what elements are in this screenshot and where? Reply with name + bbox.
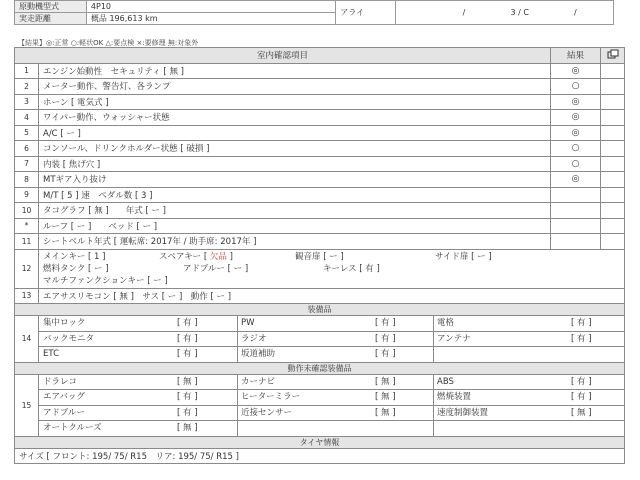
check-item-text: A/C [ ー ] xyxy=(39,125,551,141)
extra-cell xyxy=(601,187,625,203)
check-result xyxy=(551,218,601,234)
equipment-name: ラジオ xyxy=(241,333,267,344)
equipment-grid xyxy=(39,375,624,390)
alignment-value-cell xyxy=(396,1,614,25)
equipment-cells xyxy=(39,316,625,332)
column-divider xyxy=(237,390,238,405)
row-13-air-suspension xyxy=(15,288,625,304)
extra-cell xyxy=(601,125,625,141)
row-number: * xyxy=(15,218,39,234)
equipment-name: 集中ロック xyxy=(43,318,86,328)
extra-cell xyxy=(601,172,625,188)
equipment-status: [ 有 ] xyxy=(375,318,396,328)
equipment-status: [ 有 ] xyxy=(571,318,592,328)
check-result xyxy=(551,203,601,219)
interior-check-title: 室内確認項目 xyxy=(15,48,551,64)
column-divider xyxy=(237,347,238,362)
row-number: 1 xyxy=(15,63,39,79)
equipment-cells xyxy=(39,421,625,437)
check-item-text: ホーン [ 電気式 ] xyxy=(39,94,551,110)
check-item-text: シートベルト年式 [ 運転席: 2017年 / 助手席: 2017年 ] xyxy=(39,234,551,250)
equipment-status: [ 有 ] xyxy=(375,333,396,344)
key-line-1 xyxy=(43,251,620,263)
row-number: 15 xyxy=(15,374,39,436)
check-row xyxy=(15,203,625,219)
row-number: 14 xyxy=(15,316,39,363)
tire-size: サイズ [ フロント: 195/ 75/ R15 リア: 195/ 75/ R15 ] xyxy=(15,448,625,464)
extra-cell xyxy=(601,156,625,172)
equipment-row xyxy=(15,331,625,347)
equipment-name: オートクルーズ xyxy=(43,423,102,433)
alignment-slash-2: / xyxy=(574,8,577,17)
spare-key-label: スペアキー [ xyxy=(159,251,210,262)
equipment-grid xyxy=(39,421,624,436)
equipment-name: 速度制御装置 xyxy=(437,407,489,418)
side-door: サイド扉 [ ー ] xyxy=(435,251,492,262)
check-row xyxy=(15,63,625,79)
equipment-status: [ 無 ] xyxy=(375,392,396,402)
equipment-name: カーナビ xyxy=(241,376,276,387)
row-number: 3 xyxy=(15,94,39,110)
equipment-status: [ 有 ] xyxy=(177,333,198,344)
check-item-text: M/T [ 5 ] 速 ペダル数 [ 3 ] xyxy=(39,187,551,203)
equipment-grid xyxy=(39,332,624,347)
equipment-status: [ 有 ] xyxy=(177,407,198,418)
equipment-cells xyxy=(39,374,625,390)
equipment-name: エアバッグ xyxy=(43,392,85,402)
column-divider xyxy=(237,421,238,436)
tire-info-title: タイヤ情報 xyxy=(15,436,625,448)
equipment-name: 近接センサー xyxy=(241,407,293,418)
mileage-label: 実走距離 xyxy=(15,13,87,25)
equipment-status: [ 無 ] xyxy=(177,423,198,433)
extra-cell xyxy=(601,94,625,110)
equipment-grid xyxy=(39,347,624,362)
extra-cell xyxy=(601,63,625,79)
check-row xyxy=(15,218,625,234)
double-doors: 観音扉 [ ー ] xyxy=(295,251,344,262)
column-divider xyxy=(433,332,434,347)
equipment-name: バックモニタ xyxy=(43,333,95,344)
equipment-cells xyxy=(39,405,625,421)
check-result: ○ xyxy=(551,79,601,95)
column-divider xyxy=(237,316,238,331)
equipment-status: [ 無 ] xyxy=(571,407,592,418)
equipment-status: [ 有 ] xyxy=(571,392,592,402)
check-result: ◎ xyxy=(551,63,601,79)
check-item-text: 内装 [ 焦げ穴 ] xyxy=(39,156,551,172)
row-number: 12 xyxy=(15,249,39,288)
equipment-name: アドブルー xyxy=(43,407,85,418)
equipment-name: 坂道補助 xyxy=(241,349,276,359)
column-divider xyxy=(433,375,434,390)
check-result: ◎ xyxy=(551,94,601,110)
main-key: メインキー [ 1 ] xyxy=(43,251,106,262)
check-item-text: ワイパー動作、ウォッシャー状態 xyxy=(39,110,551,126)
alignment-label: アライ xyxy=(336,1,396,25)
equipment-grid xyxy=(39,406,624,421)
equipment-row xyxy=(15,374,625,390)
extra-cell xyxy=(601,203,625,219)
check-row xyxy=(15,125,625,141)
adblue: アドブルー [ ー ] xyxy=(183,263,249,274)
row-12-keys xyxy=(15,249,625,288)
alignment-value: 3 / C xyxy=(510,8,529,17)
equipment-status: [ 有 ] xyxy=(177,349,198,359)
multifunction-key: マルチファンクションキー [ ー ] xyxy=(43,275,168,286)
check-result: ◎ xyxy=(551,125,601,141)
equipment-status: [ 無 ] xyxy=(375,376,396,387)
row-number: 10 xyxy=(15,203,39,219)
row-number: 13 xyxy=(15,288,39,304)
key-line-2 xyxy=(43,263,620,275)
vehicle-header-table xyxy=(14,0,614,25)
row-number: 9 xyxy=(15,187,39,203)
check-item-text: ルーフ [ ー ] ベッド [ ー ] xyxy=(39,218,551,234)
check-result: ◎ xyxy=(551,110,601,126)
equipment-row xyxy=(15,347,625,363)
equipment-status: [ 有 ] xyxy=(177,392,198,402)
equipment-name: ABS xyxy=(437,376,454,387)
spare-key-missing: 欠品 xyxy=(209,251,227,262)
equipment-name: 燃焼装置 xyxy=(437,392,472,402)
fuel-tank: 燃料タンク [ ー ] xyxy=(43,263,109,274)
check-result: ○ xyxy=(551,141,601,157)
column-divider xyxy=(237,375,238,390)
check-row xyxy=(15,110,625,126)
equipment-name: ヒーターミラー xyxy=(241,392,301,402)
equipment-grid xyxy=(39,316,624,331)
equipment-status: [ 有 ] xyxy=(177,318,198,328)
equipment-status: [ 有 ] xyxy=(571,333,592,344)
equipment-row xyxy=(15,390,625,406)
check-item-text: エンジン始動性 セキュリティ [ 無 ] xyxy=(39,63,551,79)
row-number: 5 xyxy=(15,125,39,141)
equipment-grid xyxy=(39,390,624,405)
check-item-text: メーター動作、警告灯、各ランプ xyxy=(39,79,551,95)
check-result: ○ xyxy=(551,156,601,172)
mileage-value: 概品 196,613 km xyxy=(86,13,335,25)
column-divider xyxy=(433,390,434,405)
key-info-cell xyxy=(39,249,625,288)
extra-cell xyxy=(601,141,625,157)
check-row xyxy=(15,94,625,110)
inspection-table xyxy=(14,47,625,464)
engine-model-label: 原動機型式 xyxy=(15,1,87,13)
check-row xyxy=(15,234,625,250)
result-header: 結果 xyxy=(551,48,601,64)
row-number: 2 xyxy=(15,79,39,95)
equipment-status: [ 有 ] xyxy=(571,376,592,387)
equipment-cells xyxy=(39,390,625,406)
row-number: 6 xyxy=(15,141,39,157)
check-row xyxy=(15,141,625,157)
check-row xyxy=(15,187,625,203)
check-item-text: タコグラフ [ 無 ] 年式 [ ー ] xyxy=(39,203,551,219)
column-divider xyxy=(433,406,434,421)
equipment-status: [ 無 ] xyxy=(375,407,396,418)
check-row xyxy=(15,172,625,188)
alignment-slash-1: / xyxy=(462,8,466,17)
engine-model-value: 4P10 xyxy=(86,1,335,13)
air-suspension-text: エアサスリモコン [ 無 ] サス [ ー ] 動作 [ ー ] xyxy=(39,288,625,304)
row-number: 8 xyxy=(15,172,39,188)
row-number: 4 xyxy=(15,110,39,126)
equipment-status: [ 無 ] xyxy=(177,376,198,387)
result-legend: 【結果】◎:正常 ○:軽状OK △:要点検 ×:要修理 無:対象外 xyxy=(18,39,199,47)
extra-cell xyxy=(601,234,625,250)
check-row xyxy=(15,156,625,172)
check-result: ◎ xyxy=(551,172,601,188)
extra-cell xyxy=(601,79,625,95)
copy-icon[interactable] xyxy=(601,48,625,64)
unverified-equipment-title: 動作未確認装備品 xyxy=(15,362,625,374)
check-result xyxy=(551,187,601,203)
equipment-status: [ 有 ] xyxy=(375,349,396,359)
check-row xyxy=(15,79,625,95)
equipment-name: ドラレコ xyxy=(43,376,78,387)
column-divider xyxy=(237,332,238,347)
keyless: キーレス [ 有 ] xyxy=(323,263,380,274)
column-divider xyxy=(433,421,434,436)
equipment-row xyxy=(15,421,625,437)
column-divider xyxy=(237,406,238,421)
check-result xyxy=(551,234,601,250)
equipment-name: アンテナ xyxy=(437,333,471,344)
equipment-cells xyxy=(39,331,625,347)
equipment-name: PW xyxy=(241,318,255,328)
equipment-name: 電格 xyxy=(437,318,455,328)
extra-cell xyxy=(601,218,625,234)
spare-key-close: ] xyxy=(226,251,233,262)
equipment-row xyxy=(15,316,625,332)
check-item-text: コンソール、ドリンクホルダー状態 [ 破損 ] xyxy=(39,141,551,157)
extra-cell xyxy=(601,110,625,126)
equipment-title: 装備品 xyxy=(15,304,625,316)
equipment-name: ETC xyxy=(43,349,59,359)
check-item-text: MTギア入り抜け xyxy=(39,172,551,188)
column-divider xyxy=(433,347,434,362)
row-number: 11 xyxy=(15,234,39,250)
row-number: 7 xyxy=(15,156,39,172)
equipment-row xyxy=(15,405,625,421)
equipment-cells xyxy=(39,347,625,363)
column-divider xyxy=(433,316,434,331)
spare-key xyxy=(159,251,295,263)
